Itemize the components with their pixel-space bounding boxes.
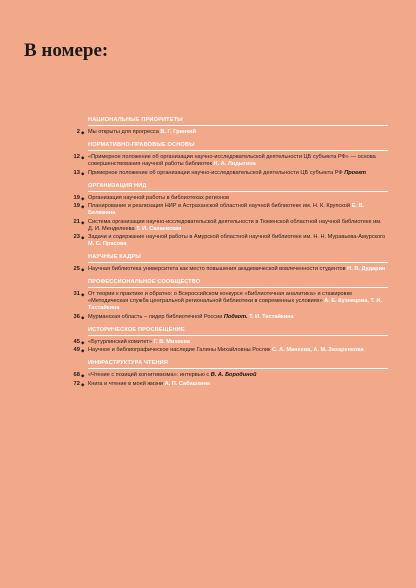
- diamond-bullet-icon: ◆: [81, 130, 85, 135]
- toc-entry[interactable]: [73, 338, 388, 346]
- page-title: В номере:: [24, 40, 109, 61]
- section-heading: ПРОФЕССИОНАЛЬНОЕ СООБЩЕСТВО: [88, 278, 388, 288]
- toc-entry[interactable]: [73, 266, 388, 273]
- entry-title: Планирование и реализация НИР в Астраханской областной научной библиотеке им. Н. К. Крупской: [88, 203, 351, 209]
- entry-author: А. Е. Кузнецова, Т. И. Тастайкина: [88, 298, 382, 311]
- diamond-bullet-icon: ◆: [81, 339, 85, 345]
- diamond-bullet-icon: ◆: [81, 267, 85, 272]
- entry-title: Система организации научно-исследовательской деятельности в Тюменской областной научной библиотеке им. Д. И. Менделеева: [88, 218, 382, 232]
- page-number: 23: [73, 234, 80, 240]
- toc-entry[interactable]: [73, 380, 388, 388]
- toc-entry[interactable]: [73, 218, 388, 233]
- diamond-bullet-icon: ◆: [81, 292, 85, 297]
- entry-title: Организация научной работы в библиотеках регионов: [88, 194, 230, 201]
- entry-text: [88, 195, 229, 202]
- diamond-bullet-icon: ◆: [81, 195, 85, 201]
- toc-section: [73, 182, 388, 249]
- page-number: 19: [73, 203, 80, 209]
- section-heading: НАЦИОНАЛЬНЫЕ ПРИОРИТЕТЫ: [88, 116, 388, 126]
- entry-emphasis: Проект: [344, 169, 367, 176]
- entry-title: Задачи и содержание научной работы в Амурской областной научной библиотеке им. Н. Н. Муравьева-Амурского: [88, 234, 386, 240]
- entry-author: Е. В. Белявина: [88, 203, 365, 216]
- entry-text: [88, 129, 196, 136]
- entry-author: Н. В. Дударин: [347, 266, 386, 272]
- table-of-contents: [73, 116, 388, 393]
- section-heading: НОРМАТИВНО-ПРАВОВЫЕ ОСНОВЫ: [88, 141, 388, 151]
- section-heading: НАУЧНЫЕ КАДРЫ: [88, 253, 388, 263]
- toc-section: [76, 116, 388, 136]
- page-number: 45: [73, 338, 80, 345]
- entry-title: Книга и чтение в моей жизни: [88, 380, 164, 387]
- toc-section: [73, 278, 388, 321]
- section-heading: ИСТОРИЧЕСКОЕ ПРОСВЕЩЕНИЕ: [88, 326, 388, 336]
- entry-title: «Чтение с позиций когнитивизма»: интервью с: [88, 372, 210, 378]
- toc-section: [73, 141, 388, 177]
- entry-text: [88, 266, 385, 273]
- entry-text: [88, 170, 366, 177]
- entry-text: [88, 234, 388, 248]
- toc-section: [73, 326, 388, 355]
- page-number: 36: [73, 313, 80, 320]
- toc-entry[interactable]: [73, 347, 388, 354]
- entry-author: Н. А. Лидыгина: [213, 161, 256, 167]
- page-number: 19: [73, 194, 80, 201]
- entry-text: [88, 291, 388, 312]
- entry-text: [88, 372, 256, 379]
- toc-entry[interactable]: [73, 169, 388, 177]
- toc-entry[interactable]: [73, 372, 388, 379]
- entry-title: Научная библиотека университета как место повышения академической вовлеченности студентов: [88, 266, 346, 272]
- entry-title: Мы открыты для прогресса: [88, 129, 159, 135]
- toc-entry[interactable]: [73, 154, 388, 168]
- page-number: 13: [73, 169, 80, 176]
- entry-text: [88, 154, 388, 168]
- page-number: 49: [73, 347, 80, 353]
- entry-text: [88, 347, 364, 354]
- entry-author: Т. И. Сахаевская: [136, 225, 182, 232]
- entry-title: «Бутурлинский комитет»: [88, 338, 152, 345]
- toc-section: [73, 253, 388, 273]
- entry-emphasis: Подгот.: [223, 313, 248, 320]
- toc-entry[interactable]: [73, 194, 388, 202]
- toc-entry[interactable]: [73, 203, 388, 217]
- entry-title: От теории к практике и обратно: о Всероссийском конкурсе «Библиотечная аналитика» и стажировке «Методическая служба центральной региональной библиотеки в современных условиях»: [88, 291, 353, 304]
- entry-text: [88, 219, 388, 233]
- page-number: 72: [73, 380, 80, 387]
- toc-entry[interactable]: [76, 129, 388, 136]
- page-number: 2: [76, 129, 80, 135]
- toc-entry[interactable]: [73, 313, 388, 321]
- diamond-bullet-icon: ◆: [81, 219, 85, 225]
- diamond-bullet-icon: ◆: [81, 204, 85, 209]
- toc-entry[interactable]: [73, 234, 388, 248]
- diamond-bullet-icon: ◆: [81, 314, 85, 320]
- entry-author: Т. И. Тастайкина: [249, 313, 294, 320]
- entry-title: Примерное положение об организации научно-исследовательской деятельности ЦБ субъекта РФ: [88, 169, 343, 176]
- entry-text: [88, 203, 388, 217]
- entry-emphasis: В. А. Бородиной: [210, 372, 257, 378]
- page-number: 68: [73, 372, 80, 378]
- page-number: 31: [73, 291, 80, 297]
- entry-text: [88, 381, 210, 388]
- entry-author: М. С. Прасова: [88, 241, 127, 247]
- entry-author: С. А. Манеева, А. М. Захаренкова: [272, 347, 364, 353]
- page-number: 12: [73, 154, 80, 160]
- toc-section: [73, 359, 388, 388]
- entry-title: Мурманская область – лидер библиотечной России: [88, 313, 223, 320]
- entry-title: Научное и библиографическое наследие Галины Михайловны Рослик: [88, 347, 271, 353]
- entry-title: «Примерное положение об организации научно-исследовательской деятельности ЦБ субъекта РФ» — основа совершенствования научной работы библиотек: [88, 154, 376, 167]
- page-number: 21: [73, 218, 80, 225]
- toc-entry[interactable]: [73, 291, 388, 312]
- entry-author: Г. В. Михеева: [153, 338, 191, 345]
- diamond-bullet-icon: ◆: [81, 155, 85, 160]
- diamond-bullet-icon: ◆: [81, 373, 85, 378]
- diamond-bullet-icon: ◆: [81, 348, 85, 353]
- entry-author: А. П. Сабашкина: [164, 380, 211, 387]
- diamond-bullet-icon: ◆: [81, 381, 85, 387]
- diamond-bullet-icon: ◆: [81, 235, 85, 240]
- diamond-bullet-icon: ◆: [81, 170, 85, 176]
- entry-author: В. Г. Гринкий: [160, 129, 197, 135]
- section-heading: ОРГАНИЗАЦИЯ НИД: [88, 182, 388, 192]
- entry-text: [88, 314, 294, 321]
- page-number: 25: [73, 266, 80, 272]
- section-heading: ИНФРАСТРУКТУРА ЧТЕНИЯ: [88, 359, 388, 369]
- entry-text: [88, 339, 190, 346]
